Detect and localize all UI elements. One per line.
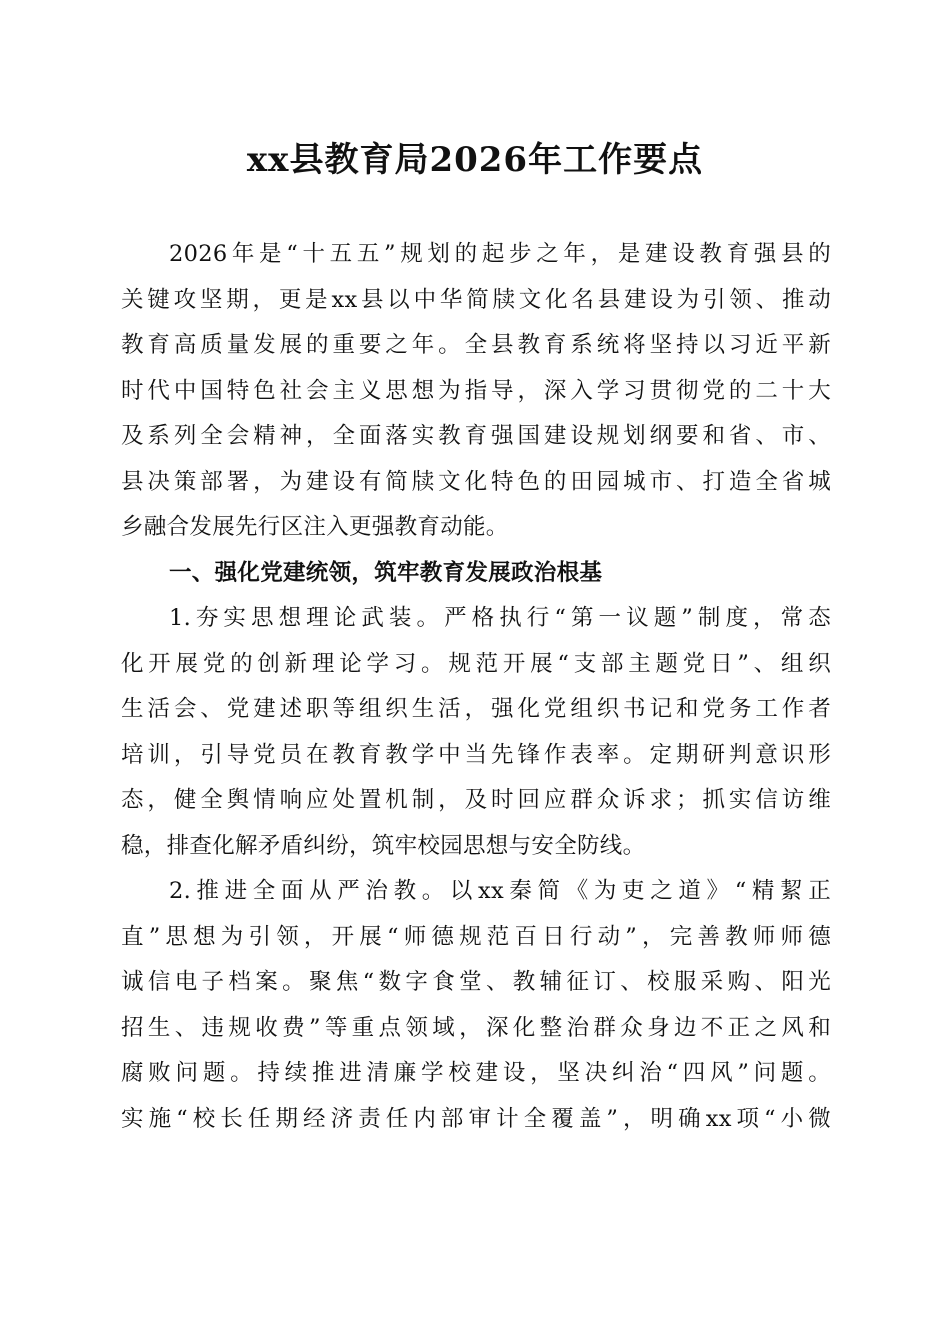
text-line: 时代中国特色社会主义思想为指导，深入学习贯彻党的二十大 <box>121 377 831 404</box>
text-line: 生活会、党建述职等组织生活，强化党组织书记和党务工作者 <box>121 696 831 722</box>
document-body <box>121 232 831 1142</box>
text-line: 1.夯实思想理论武装。严格执行“第一议题”制度，常态 <box>169 605 831 631</box>
text-line: 稳，排查化解矛盾纠纷，筑牢校园思想与安全防线。 <box>121 832 646 859</box>
text-line: 县决策部署，为建设有简牍文化特色的田园城市、打造全省城 <box>121 468 831 495</box>
text-line: 2.推进全面从严治教。以xx秦简《为吏之道》“精絜正 <box>169 878 831 904</box>
text-line: 化开展党的创新理论学习。规范开展“支部主题党日”、组织 <box>121 650 831 677</box>
text-line: 直”思想为引领，开展“师德规范百日行动”，完善教师师德 <box>121 923 831 950</box>
text-line: 培训，引导党员在教育教学中当先锋作表率。定期研判意识形 <box>121 741 831 768</box>
text-line: 态，健全舆情响应处置机制，及时回应群众诉求；抓实信访维 <box>121 787 831 813</box>
text-line: 关键攻坚期，更是xx县以中华简牍文化名县建设为引领、推动 <box>121 286 831 313</box>
text-line: 教育高质量发展的重要之年。全县教育系统将坚持以习近平新 <box>121 332 831 358</box>
text-line: 实施“校长任期经济责任内部审计全覆盖”，明确xx项“小微 <box>121 1105 831 1132</box>
text-line: 乡融合发展先行区注入更强教育动能。 <box>121 514 509 540</box>
section-heading: 一、强化党建统领，筑牢教育发展政治根基 <box>169 559 603 586</box>
text-line: 招生、违规收费”等重点领域，深化整治群众身边不正之风和 <box>121 1014 831 1041</box>
text-line: 腐败问题。持续推进清廉学校建设，坚决纠治“四风”问题。 <box>121 1060 831 1086</box>
text-line: 诚信电子档案。聚焦“数字食堂、教辅征订、校服采购、阳光 <box>121 969 831 995</box>
text-line: 2026年是“十五五”规划的起步之年，是建设教育强县的 <box>169 241 831 267</box>
text-line: 及系列全会精神，全面落实教育强国建设规划纲要和省、市、 <box>121 423 831 449</box>
document-title: xx县教育局2026年工作要点 <box>246 140 704 180</box>
